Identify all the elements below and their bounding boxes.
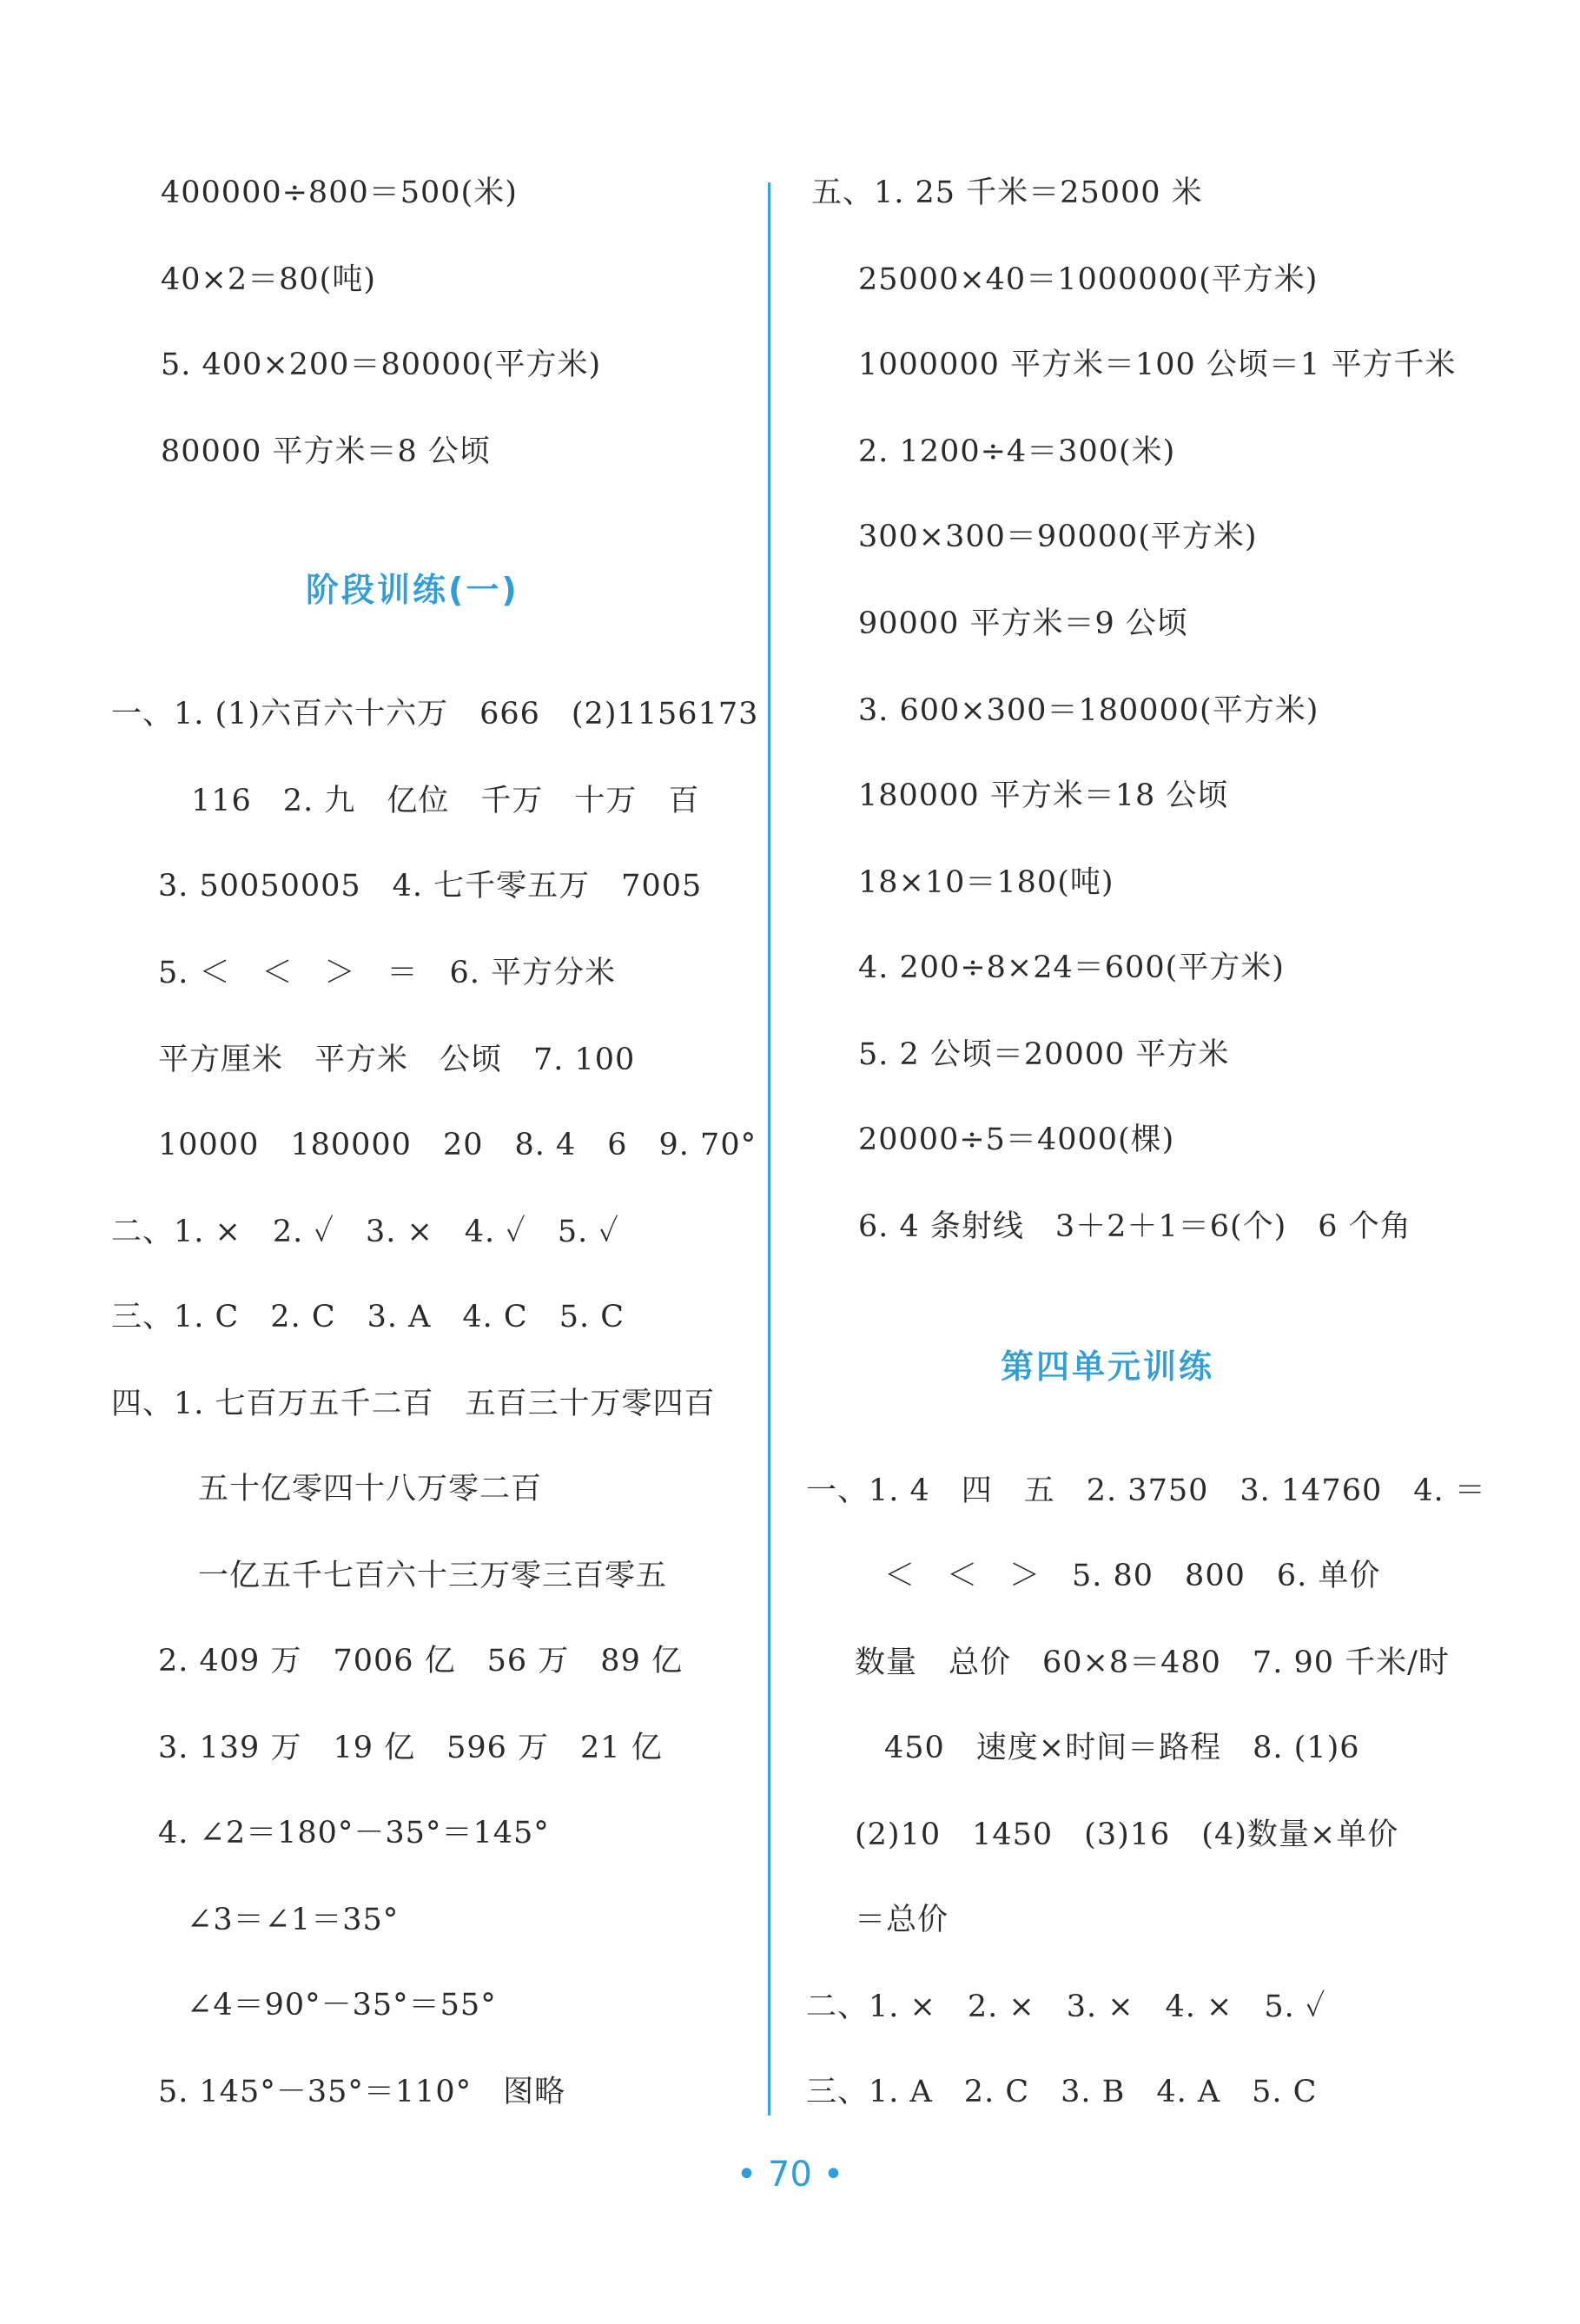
text-line: ＝总价 [855,1903,949,1937]
text-line: 400000÷800＝500(米) [161,175,518,210]
text-line: 300×300＝90000(平方米) [858,520,1258,554]
text-line: 一、1. 4 四 五 2. 3750 3. 14760 4. ＝ [806,1473,1486,1508]
text-line: 180000 平方米＝18 公顷 [858,778,1229,813]
text-line: 5. 400×200＝80000(平方米) [161,348,602,382]
text-line: 3. 139 万 19 亿 596 万 21 亿 [158,1731,663,1765]
text-line: 5. 145°－35°＝110° 图略 [158,2075,566,2109]
text-line: 三、1. C 2. C 3. A 4. C 5. C [111,1300,625,1334]
text-line: 40×2＝80(吨) [161,262,376,297]
text-line: 80000 平方米＝8 公顷 [161,434,491,469]
text-line: 90000 平方米＝9 公顷 [858,606,1188,641]
text-line: 6. 4 条射线 3＋2＋1＝6(个) 6 个角 [858,1209,1411,1244]
text-line: 5. 2 公顷＝20000 平方米 [858,1037,1230,1072]
text-line: 一亿五千七百六十三万零三百零五 [198,1559,668,1593]
section-heading: 第四单元训练 [1001,1347,1215,1386]
text-line: (2)10 1450 (3)16 (4)数量×单价 [855,1817,1399,1852]
text-line: 4. ∠2＝180°－35°＝145° [158,1816,550,1851]
text-line: 20000÷5＝4000(棵) [858,1122,1175,1157]
text-line: 五、1. 25 千米＝25000 米 [811,175,1203,210]
text-line: 5. ＜ ＜ ＞ ＝ 6. 平方分米 [158,956,617,990]
text-line: 18×10＝180(吨) [858,865,1114,900]
text-line: ＜ ＜ ＞ 5. 80 800 6. 单价 [884,1559,1381,1593]
text-line: ∠4＝90°－35°＝55° [187,1988,497,2023]
text-line: 116 2. 九 亿位 千万 十万 百 [191,784,700,818]
text-line: 2. 1200÷4＝300(米) [858,434,1176,469]
text-line: 450 速度×时间＝路程 8. (1)6 [884,1731,1360,1765]
text-line: ∠3＝∠1＝35° [187,1903,400,1937]
text-line: 10000 180000 20 8. 4 6 9. 70° [158,1128,757,1162]
text-line: 二、1. × 2. ✓ 3. × 4. ✓ 5. ✓ [111,1215,619,1249]
text-line: 三、1. A 2. C 3. B 4. A 5. C [806,2075,1318,2109]
text-line: 一、1. (1)六百六十六万 666 (2)1156173 [111,697,759,732]
text-line: 1000000 平方米＝100 公顷＝1 平方千米 [858,348,1457,382]
text-line: 3. 50050005 4. 七千零五万 7005 [158,869,703,904]
page-number: • 70 • [736,2155,844,2195]
text-line: 二、1. × 2. × 3. × 4. × 5. ✓ [806,1990,1326,2024]
text-line: 平方厘米 平方米 公顷 7. 100 [158,1043,636,1077]
text-line: 25000×40＝1000000(平方米) [858,262,1319,297]
text-line: 4. 200÷8×24＝600(平方米) [858,950,1285,985]
text-line: 五十亿零四十八万零二百 [198,1472,543,1506]
text-line: 四、1. 七百万五千二百 五百三十万零四百 [111,1387,716,1421]
column-divider [768,182,770,2115]
section-heading: 阶段训练(一) [306,571,519,609]
text-line: 数量 总价 60×8＝480 7. 90 千米/时 [855,1645,1450,1680]
text-line: 3. 600×300＝180000(平方米) [858,693,1319,728]
text-line: 2. 409 万 7006 亿 56 万 89 亿 [158,1644,683,1678]
